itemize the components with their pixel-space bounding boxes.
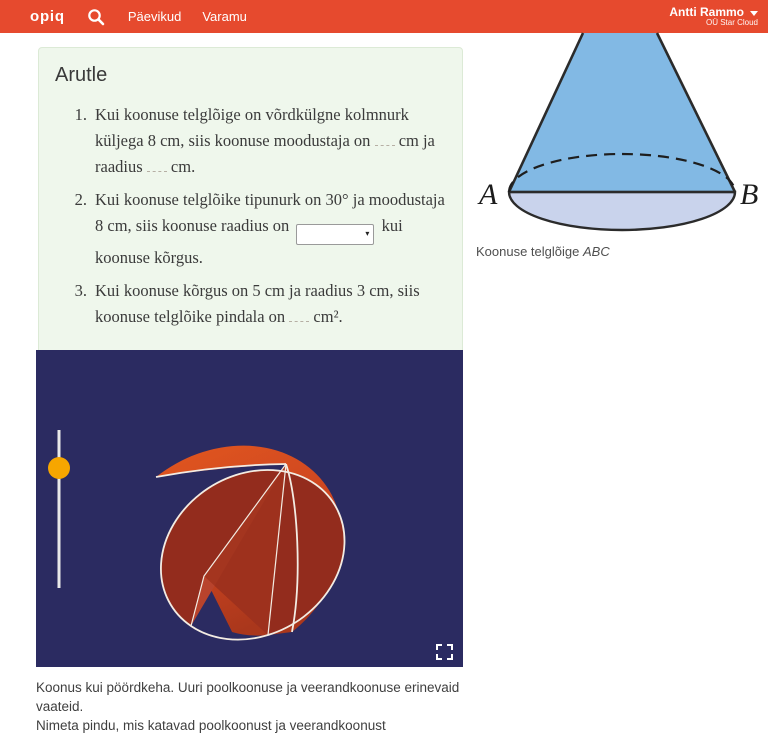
question-2-text-b: kui koonuse kõrgus. bbox=[95, 216, 403, 267]
rotation-slider-handle[interactable] bbox=[48, 457, 70, 479]
exercise-title: Arutle bbox=[55, 64, 108, 86]
viewer-caption-line2: Nimeta pindu, mis katavad poolkoonust ja veerandkoonust bbox=[36, 718, 386, 733]
question-number: 2. bbox=[74, 190, 87, 209]
question-2-text-a: Kui koonuse telglõike tipunurk on 30° ja moodustaja 8 cm, siis koonuse raadius on bbox=[95, 190, 445, 235]
fullscreen-corner bbox=[437, 645, 442, 650]
answer-blank-3a[interactable] bbox=[289, 309, 309, 322]
cone-body bbox=[509, 33, 735, 192]
nav-item-varamu[interactable]: Varamu bbox=[202, 9, 247, 24]
3d-viewer[interactable] bbox=[36, 350, 463, 667]
user-name: Antti Rammo bbox=[669, 4, 744, 19]
fullscreen-corner bbox=[437, 654, 442, 659]
viewer-caption-line1: Koonus kui pöördkeha. Uuri poolkoonuse ja veerandkoonuse erinevaid vaateid. bbox=[36, 680, 460, 714]
top-navbar bbox=[0, 0, 768, 33]
cone-base-ellipse bbox=[509, 192, 735, 230]
question-3-text-a: Kui koonuse kõrgus on 5 cm ja raadius 3 cm, siis koonuse telglõike pindala on bbox=[95, 280, 420, 326]
fullscreen-button[interactable] bbox=[437, 645, 452, 659]
chevron-down-icon bbox=[750, 11, 758, 16]
question-1-text-c: cm. bbox=[170, 157, 196, 176]
question-1-text-a: Kui koonuse telglõige on võrdkülgne kolmnurk küljega 8 cm, siis koonuse moodustaja on bbox=[95, 105, 409, 150]
question-1 bbox=[55, 102, 446, 180]
question-3 bbox=[55, 278, 446, 330]
user-menu[interactable] bbox=[669, 6, 758, 28]
answer-blank-1b[interactable] bbox=[147, 159, 167, 172]
cone-diagram-svg bbox=[476, 33, 768, 232]
question-3-text-b: cm². bbox=[313, 306, 343, 326]
answer-blank-1a[interactable] bbox=[375, 133, 395, 146]
question-number: 3. bbox=[74, 280, 87, 300]
opiq-logo[interactable]: opiq bbox=[30, 8, 65, 25]
select-arrow-icon: ▾ bbox=[365, 229, 370, 238]
question-text bbox=[95, 102, 446, 180]
cone-diagram-caption bbox=[476, 244, 610, 259]
vertex-label-b: B bbox=[740, 178, 759, 211]
nav-item-paevikud[interactable]: Päevikud bbox=[127, 9, 182, 24]
search-button[interactable] bbox=[85, 6, 107, 28]
question-text bbox=[95, 278, 446, 330]
question-2 bbox=[55, 187, 446, 271]
3d-scene bbox=[36, 350, 463, 667]
question-number: 1. bbox=[74, 105, 87, 124]
question-1-text-b: cm ja raadius bbox=[95, 131, 435, 176]
vertex-label-a: A bbox=[479, 178, 498, 211]
question-text bbox=[95, 187, 446, 271]
fullscreen-corner bbox=[447, 654, 452, 659]
caption-label-abc: ABC bbox=[582, 244, 610, 259]
fullscreen-corner bbox=[447, 645, 452, 650]
answer-select[interactable] bbox=[296, 224, 374, 245]
viewer-caption bbox=[36, 678, 486, 735]
cone-diagram bbox=[476, 33, 768, 232]
search-icon bbox=[87, 8, 105, 26]
caption-text: Koonuse telglõige bbox=[476, 244, 583, 259]
user-organization: OÜ Star Cloud bbox=[705, 17, 758, 27]
